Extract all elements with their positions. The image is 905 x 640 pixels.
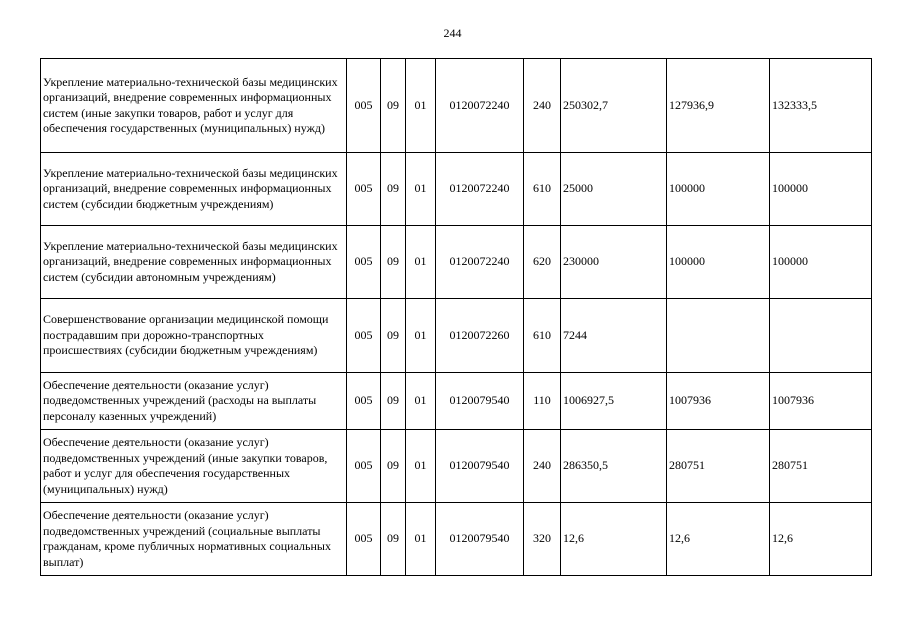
row-description: Укрепление материально-технической базы медицинских организаций, внедрение современных информационных систем (иные закупки товаров, работ и услуг для обеспечения государственных (муниципальных) нужд) — [41, 59, 347, 153]
section-code: 09 — [381, 299, 406, 373]
amount-year-2: 280751 — [667, 430, 770, 503]
ministry-code: 005 — [347, 59, 381, 153]
row-description: Обеспечение деятельности (оказание услуг) подведомственных учреждений (расходы на выплаты персоналу казенных учреждений) — [41, 373, 347, 430]
subsection-code: 01 — [406, 503, 436, 576]
subsection-code: 01 — [406, 226, 436, 299]
ministry-code: 005 — [347, 373, 381, 430]
amount-year-2: 100000 — [667, 226, 770, 299]
subsection-code: 01 — [406, 430, 436, 503]
budget-table — [40, 58, 872, 576]
table-row — [41, 430, 872, 503]
expense-type-code: 610 — [524, 299, 561, 373]
row-description: Обеспечение деятельности (оказание услуг) подведомственных учреждений (иные закупки товаров, работ и услуг для обеспечения государственных (муниципальных) нужд) — [41, 430, 347, 503]
target-article-code: 0120072260 — [436, 299, 524, 373]
section-code: 09 — [381, 59, 406, 153]
amount-year-3: 100000 — [770, 153, 872, 226]
target-article-code: 0120079540 — [436, 373, 524, 430]
section-code: 09 — [381, 430, 406, 503]
amount-year-3: 132333,5 — [770, 59, 872, 153]
row-description: Совершенствование организации медицинской помощи пострадавшим при дорожно-транспортных происшествиях (субсидии бюджетным учреждениям) — [41, 299, 347, 373]
section-code: 09 — [381, 153, 406, 226]
target-article-code: 0120072240 — [436, 59, 524, 153]
ministry-code: 005 — [347, 153, 381, 226]
target-article-code: 0120079540 — [436, 430, 524, 503]
ministry-code: 005 — [347, 299, 381, 373]
amount-year-1: 12,6 — [561, 503, 667, 576]
amount-year-3: 12,6 — [770, 503, 872, 576]
section-code: 09 — [381, 503, 406, 576]
row-description: Укрепление материально-технической базы медицинских организаций, внедрение современных информационных систем (субсидии автономным учреждениям) — [41, 226, 347, 299]
amount-year-1: 7244 — [561, 299, 667, 373]
ministry-code: 005 — [347, 503, 381, 576]
section-code: 09 — [381, 373, 406, 430]
table-row — [41, 503, 872, 576]
subsection-code: 01 — [406, 153, 436, 226]
ministry-code: 005 — [347, 226, 381, 299]
amount-year-3: 100000 — [770, 226, 872, 299]
amount-year-2: 1007936 — [667, 373, 770, 430]
amount-year-1: 1006927,5 — [561, 373, 667, 430]
row-description: Укрепление материально-технической базы медицинских организаций, внедрение современных информационных систем (субсидии бюджетным учреждениям) — [41, 153, 347, 226]
row-description: Обеспечение деятельности (оказание услуг) подведомственных учреждений (социальные выплаты гражданам, кроме публичных нормативных социальных выплат) — [41, 503, 347, 576]
expense-type-code: 320 — [524, 503, 561, 576]
expense-type-code: 610 — [524, 153, 561, 226]
amount-year-2: 127936,9 — [667, 59, 770, 153]
amount-year-1: 25000 — [561, 153, 667, 226]
amount-year-1: 286350,5 — [561, 430, 667, 503]
subsection-code: 01 — [406, 299, 436, 373]
table-row — [41, 226, 872, 299]
expense-type-code: 620 — [524, 226, 561, 299]
amount-year-3: 280751 — [770, 430, 872, 503]
amount-year-2: 100000 — [667, 153, 770, 226]
subsection-code: 01 — [406, 373, 436, 430]
table-row — [41, 299, 872, 373]
table-row — [41, 153, 872, 226]
page-number: 244 — [443, 26, 462, 40]
subsection-code: 01 — [406, 59, 436, 153]
amount-year-1: 230000 — [561, 226, 667, 299]
expense-type-code: 240 — [524, 430, 561, 503]
table-row — [41, 59, 872, 153]
amount-year-3: 1007936 — [770, 373, 872, 430]
table-body — [41, 59, 872, 576]
section-code: 09 — [381, 226, 406, 299]
target-article-code: 0120072240 — [436, 153, 524, 226]
expense-type-code: 240 — [524, 59, 561, 153]
amount-year-1: 250302,7 — [561, 59, 667, 153]
amount-year-2: 12,6 — [667, 503, 770, 576]
ministry-code: 005 — [347, 430, 381, 503]
amount-year-3 — [770, 299, 872, 373]
target-article-code: 0120079540 — [436, 503, 524, 576]
expense-type-code: 110 — [524, 373, 561, 430]
amount-year-2 — [667, 299, 770, 373]
target-article-code: 0120072240 — [436, 226, 524, 299]
table-row — [41, 373, 872, 430]
